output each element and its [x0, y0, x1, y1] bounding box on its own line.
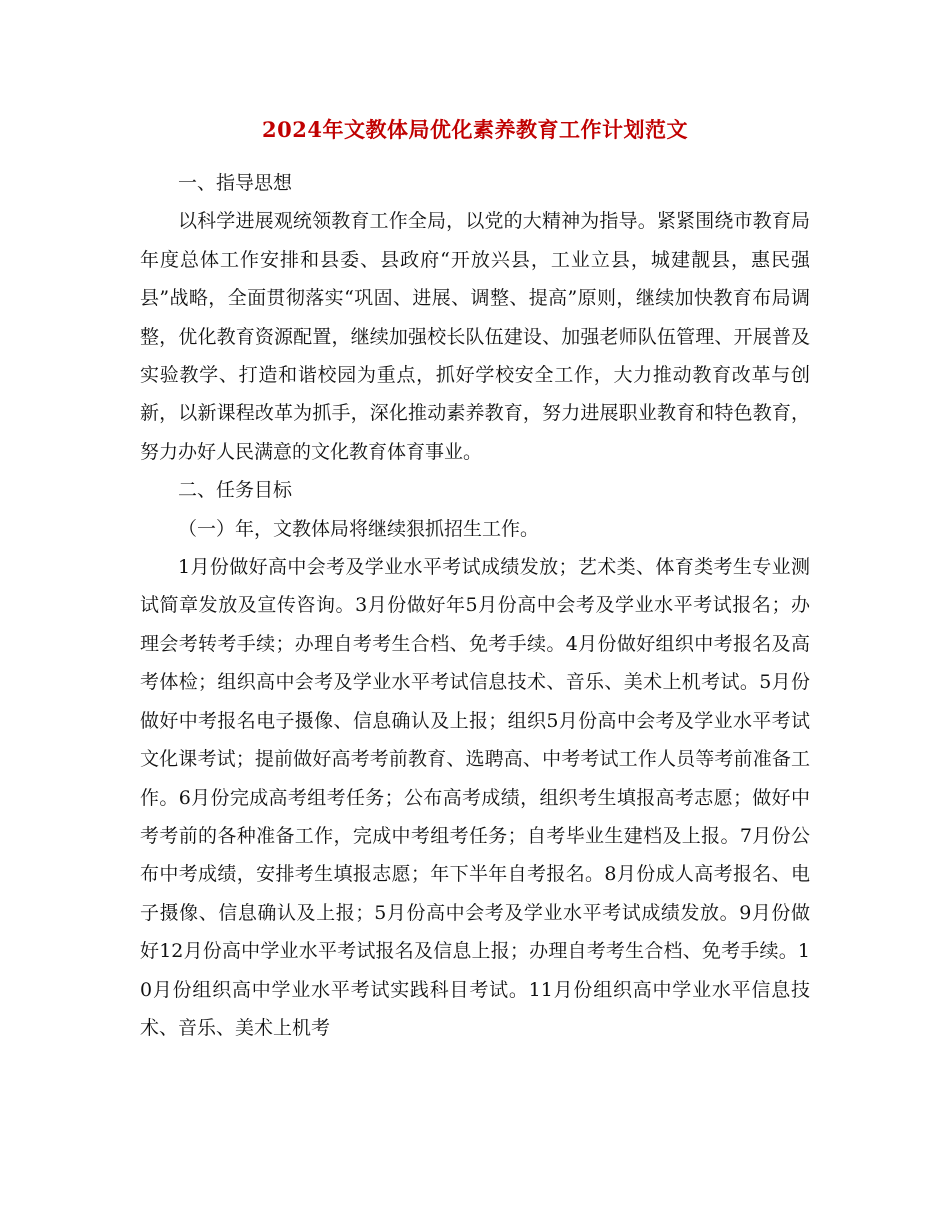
section-body-guiding-ideology: 以科学进展观统领教育工作全局，以党的大精神为指导。紧紧围绕市教育局年度总体工作安排和县委、县政府“开放兴县，工业立县，城建靓县，惠民强县”战略，全面贯彻落实“巩固、进展、调整、提高”原则，继续加快教育布局调整，优化教育资源配置，继续加强校长队伍建设、加强老师队伍管理、开展普及实验教学、打造和谐校园为重点，抓好学校安全工作，大力推动教育改革与创新，以新课程改革为抓手，深化推动素养教育，努力进展职业教育和特色教育，努力办好人民满意的文化教育体育事业。 — [140, 210, 810, 463]
section-heading-guiding-ideology: 一、指导思想 — [178, 172, 293, 194]
section-heading-task-goals: 二、任务目标 — [178, 479, 293, 502]
document-title: 2024年文教体局优化素养教育工作计划范文 — [262, 117, 688, 142]
subsection-heading-enrollment: （一）年，文教体局将继续狠抓招生工作。 — [178, 517, 540, 540]
subsection-body-enrollment: 1月份做好高中会考及学业水平考试成绩发放；艺术类、体育类考生专业测试简章发放及宣传咨询。3月份做好年5月份高中会考及学业水平考试报名；办理会考转考手续；办理自考考生合档、免考手续。4月份做好组织中考报名及高考体检；组织高中会考及学业水平考试信息技术、音乐、美术上机考试。5月份做好中考报名电子摄像、信息确认及上报；组织5月份高中会考及学业水平考试文化课考试；提前做好高考考前教育、选聘高、中考考试工作人员等考前准备工作。6月份完成高考组考任务；公布高考成绩，组织考生填报高考志愿；做好中考考前的各种准备工作，完成中考组考任务；自考毕业生建档及上报。7月份公布中考成绩，安排考生填报志愿；年下半年自考报名。8月份成人高考报名、电子摄像、信息确认及上报；5月份高中会考及学业水平考试成绩发放。9月份做好12月份高中学业水平考试报名及信息上报；办理自考考生合档、免考手续。10月份组织高中学业水平考试实践科目考试。11月份组织高中学业水平信息技术、音乐、美术上机考 — [140, 556, 810, 1039]
